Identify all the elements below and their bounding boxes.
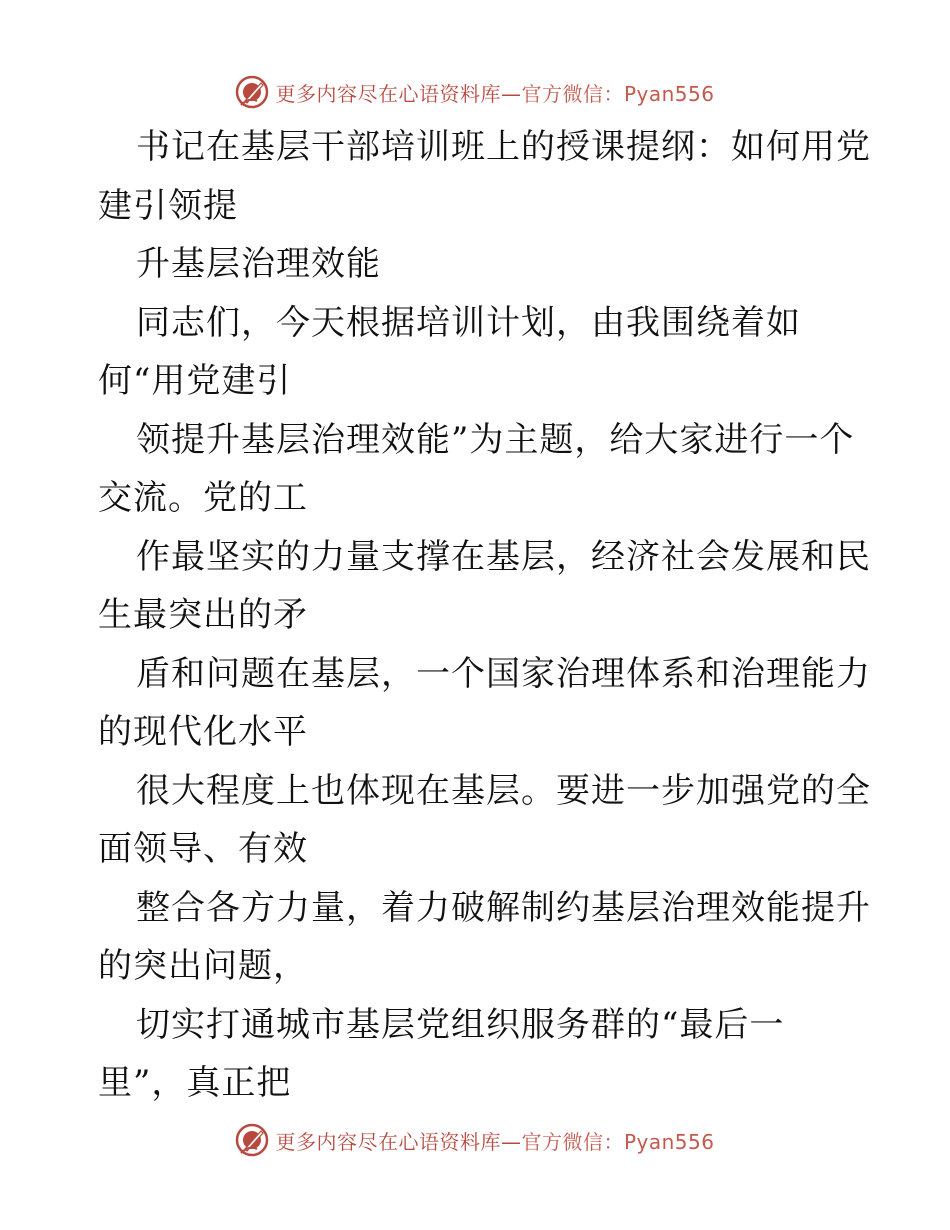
text-line: 同志们，今天根据培训计划，由我围绕着如 — [136, 302, 801, 343]
text-line: 面领导、有效 — [98, 829, 308, 869]
banner-dash: — — [500, 1129, 522, 1154]
pen-circle-icon — [235, 75, 269, 109]
text-line: 升基层治理效能 — [136, 244, 381, 284]
banner-wechat-text: 官方微信：Pyan556 — [521, 81, 715, 106]
text-line: 的现代化水平 — [98, 712, 308, 752]
text-line: 盾和问题在基层，一个国家治理体系和治理能力 — [136, 653, 871, 694]
text-line: 交流。党的工 — [98, 478, 308, 518]
banner-wechat-text: 官方微信：Pyan556 — [521, 1129, 715, 1154]
document-body — [98, 118, 871, 1113]
text-line: 整合各方力量，着力破解制约基层治理效能提升 — [136, 887, 871, 928]
banner-text — [275, 1126, 714, 1155]
text-line: 切实打通城市基层党组织服务群的“最后一 — [136, 1004, 785, 1045]
text-line: 生最突出的矛 — [98, 595, 308, 635]
text-line: 里”，真正把 — [98, 1063, 292, 1103]
text-line: 建引领提 — [98, 185, 238, 226]
text-line: 领提升基层治理效能”为主题，给大家进行一个 — [136, 419, 855, 460]
banner-main-text: 更多内容尽在心语资料库 — [275, 1129, 501, 1154]
text-line: 的突出问题， — [98, 946, 308, 986]
header-watermark-banner — [0, 70, 950, 114]
text-line: 书记在基层干部培训班上的授课提纲：如何用党 — [136, 127, 871, 167]
text-line: 很大程度上也体现在基层。要进一步加强党的全 — [136, 770, 871, 811]
banner-main-text: 更多内容尽在心语资料库 — [275, 81, 501, 106]
text-line: 何“用党建引 — [98, 361, 292, 401]
pen-circle-icon — [235, 1123, 269, 1157]
banner-text — [275, 78, 714, 107]
banner-dash: — — [500, 81, 522, 106]
text-line: 作最坚实的力量支撑在基层，经济社会发展和民 — [136, 536, 871, 577]
footer-watermark-banner — [0, 1118, 950, 1162]
